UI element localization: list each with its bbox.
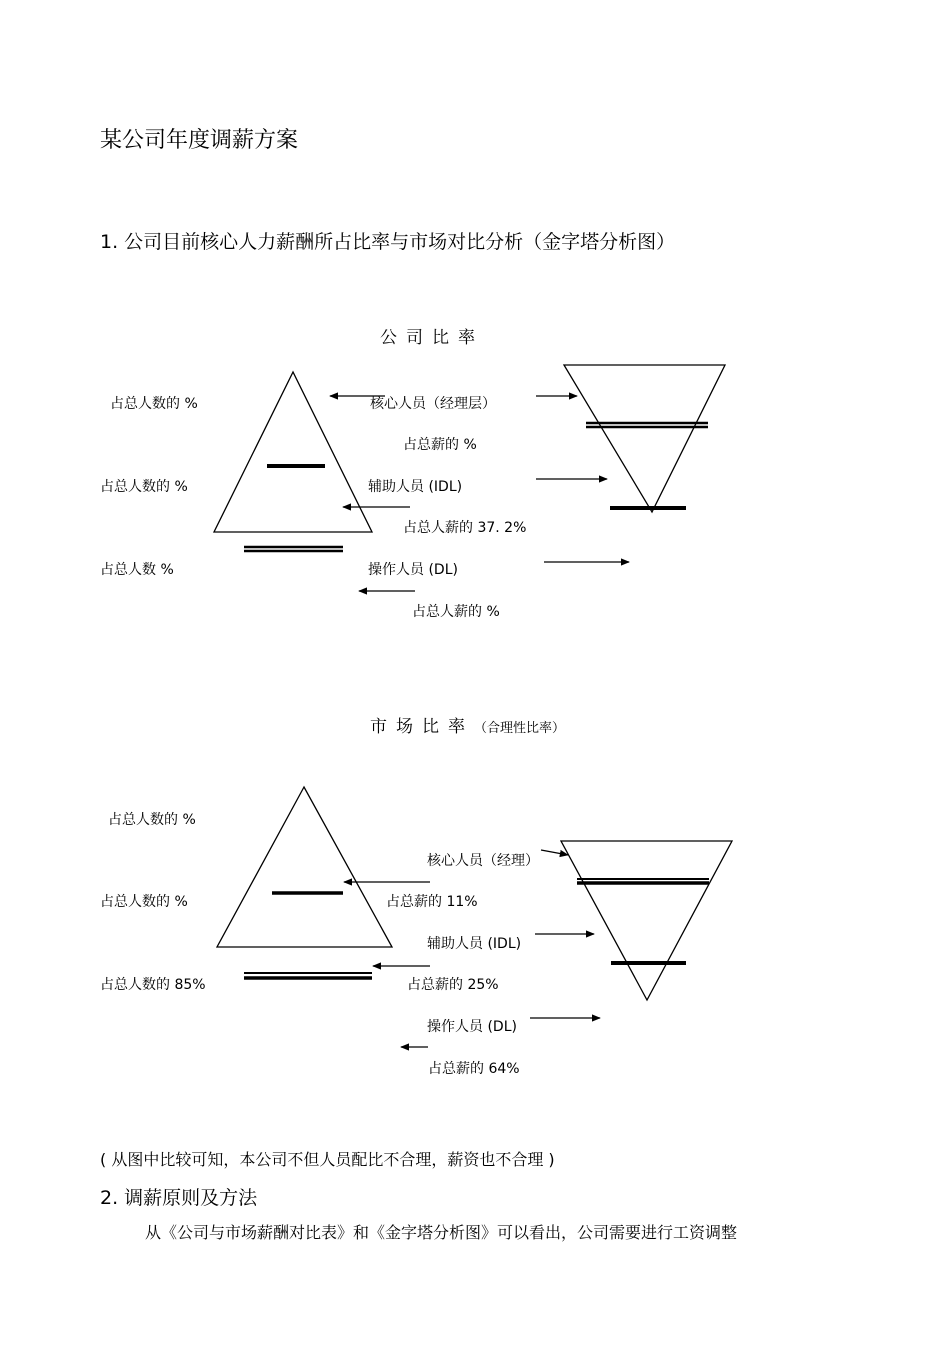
company-caption: 公司比率: [380, 328, 484, 348]
company-aux-label: 辅助人员 (IDL): [368, 479, 463, 495]
market-left-label-2: 占总人数的 %: [100, 894, 188, 910]
section-1-heading: 1. 公司目前核心人力薪酬所占比率与市场对比分析（金字塔分析图）: [100, 231, 676, 253]
company-inverted-pyramid: [564, 365, 725, 512]
company-left-label-1: 占总人数的 %: [110, 396, 198, 412]
market-op-salary: 占总薪的 64%: [428, 1061, 520, 1077]
company-aux-salary: 占总人薪的 37. 2%: [403, 520, 527, 536]
company-op-salary: 占总人薪的 %: [412, 604, 500, 620]
market-caption-note: （合理性比率）: [474, 721, 566, 736]
market-inverted-pyramid: [561, 841, 732, 1000]
market-core-salary: 占总薪的 11%: [386, 894, 478, 910]
section-2-heading: 2. 调薪原则及方法: [100, 1187, 258, 1209]
market-left-label-1: 占总人数的 %: [108, 812, 196, 828]
market-arrow-core-right: [541, 850, 568, 855]
market-aux-label: 辅助人员 (IDL): [427, 936, 522, 952]
company-left-label-2: 占总人数的 %: [100, 479, 188, 495]
company-left-label-3: 占总人数 %: [100, 562, 174, 578]
market-aux-salary: 占总薪的 25%: [407, 977, 499, 993]
section-2-paragraph: 从《公司与市场薪酬对比表》和《金字塔分析图》可以看出，公司需要进行工资调整: [145, 1223, 738, 1242]
company-op-label: 操作人员 (DL): [368, 562, 458, 578]
company-core-salary: 占总薪的 %: [403, 437, 477, 453]
market-pyramid: [217, 787, 392, 947]
market-left-label-3: 占总人数的 85%: [100, 977, 206, 993]
market-op-label: 操作人员 (DL): [427, 1019, 517, 1035]
market-core-label: 核心人员（经理）: [427, 853, 539, 869]
footnote: ( 从图中比较可知，本公司不但人员配比不合理，薪资也不合理 ): [100, 1150, 555, 1169]
page-title: 某公司年度调薪方案: [100, 128, 299, 153]
market-caption-main: 市场比率: [370, 717, 474, 737]
company-core-label: 核心人员（经理层）: [370, 396, 496, 412]
